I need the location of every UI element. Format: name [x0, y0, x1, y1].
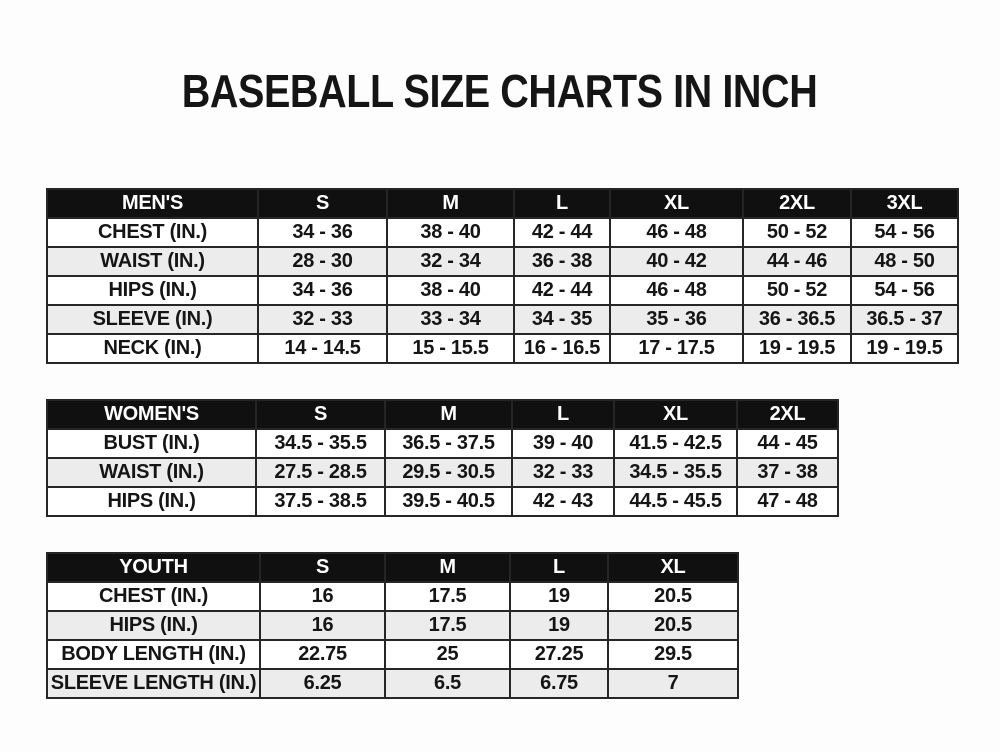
size-column-header: S: [260, 553, 385, 582]
measurement-value-cell: 29.5: [608, 640, 738, 669]
header-row: [47, 553, 738, 582]
mens-size-table: [46, 188, 959, 364]
measurement-value-cell: 46 - 48: [610, 276, 743, 305]
measurement-label-cell: BODY LENGTH (IN.): [47, 640, 260, 669]
measurement-value-cell: 37.5 - 38.5: [256, 487, 385, 516]
measurement-value-cell: 14 - 14.5: [258, 334, 387, 363]
table-row: [47, 487, 838, 516]
measurement-value-cell: 44 - 46: [743, 247, 851, 276]
measurement-value-cell: 6.75: [510, 669, 608, 698]
measurement-value-cell: 32 - 34: [387, 247, 514, 276]
measurement-label-cell: SLEEVE (IN.): [47, 305, 258, 334]
table-row: [47, 582, 738, 611]
size-column-header: 3XL: [851, 189, 958, 218]
size-column-header: 2XL: [743, 189, 851, 218]
size-column-header: L: [514, 189, 610, 218]
measurement-value-cell: 7: [608, 669, 738, 698]
measurement-value-cell: 44.5 - 45.5: [614, 487, 737, 516]
measurement-value-cell: 32 - 33: [258, 305, 387, 334]
table-row: [47, 611, 738, 640]
table-row: [47, 218, 958, 247]
measurement-label-cell: HIPS (IN.): [47, 276, 258, 305]
measurement-value-cell: 35 - 36: [610, 305, 743, 334]
measurement-value-cell: 17.5: [385, 582, 510, 611]
measurement-value-cell: 50 - 52: [743, 218, 851, 247]
size-column-header: M: [385, 400, 512, 429]
measurement-value-cell: 15 - 15.5: [387, 334, 514, 363]
measurement-value-cell: 19 - 19.5: [851, 334, 958, 363]
measurement-value-cell: 20.5: [608, 611, 738, 640]
measurement-value-cell: 34 - 36: [258, 218, 387, 247]
table-row: [47, 334, 958, 363]
measurement-value-cell: 20.5: [608, 582, 738, 611]
measurement-value-cell: 19: [510, 582, 608, 611]
table-row: [47, 305, 958, 334]
table-row: [47, 458, 838, 487]
size-column-header: S: [258, 189, 387, 218]
table-title-cell: YOUTH: [47, 553, 260, 582]
measurement-value-cell: 41.5 - 42.5: [614, 429, 737, 458]
size-column-header: S: [256, 400, 385, 429]
measurement-value-cell: 6.25: [260, 669, 385, 698]
womens-size-table: [46, 399, 839, 517]
measurement-label-cell: CHEST (IN.): [47, 218, 258, 247]
measurement-value-cell: 39.5 - 40.5: [385, 487, 512, 516]
measurement-value-cell: 32 - 33: [512, 458, 614, 487]
measurement-value-cell: 39 - 40: [512, 429, 614, 458]
measurement-value-cell: 16: [260, 582, 385, 611]
page-title-text: BASEBALL SIZE CHARTS IN INCH: [182, 65, 818, 117]
measurement-label-cell: WAIST (IN.): [47, 458, 256, 487]
measurement-value-cell: 29.5 - 30.5: [385, 458, 512, 487]
measurement-value-cell: 17 - 17.5: [610, 334, 743, 363]
youth-size-table: [46, 552, 739, 699]
measurement-label-cell: BUST (IN.): [47, 429, 256, 458]
measurement-value-cell: 54 - 56: [851, 276, 958, 305]
size-column-header: M: [387, 189, 514, 218]
measurement-value-cell: 37 - 38: [737, 458, 838, 487]
measurement-value-cell: 33 - 34: [387, 305, 514, 334]
header-row: [47, 189, 958, 218]
measurement-value-cell: 34.5 - 35.5: [614, 458, 737, 487]
measurement-value-cell: 6.5: [385, 669, 510, 698]
measurement-value-cell: 40 - 42: [610, 247, 743, 276]
measurement-value-cell: 46 - 48: [610, 218, 743, 247]
size-column-header: L: [510, 553, 608, 582]
measurement-value-cell: 38 - 40: [387, 218, 514, 247]
measurement-value-cell: 16: [260, 611, 385, 640]
table-title-cell: WOMEN'S: [47, 400, 256, 429]
measurement-label-cell: SLEEVE LENGTH (IN.): [47, 669, 260, 698]
measurement-label-cell: HIPS (IN.): [47, 611, 260, 640]
measurement-label-cell: NECK (IN.): [47, 334, 258, 363]
measurement-label-cell: WAIST (IN.): [47, 247, 258, 276]
size-column-header: XL: [614, 400, 737, 429]
measurement-value-cell: 27.5 - 28.5: [256, 458, 385, 487]
measurement-value-cell: 36 - 38: [514, 247, 610, 276]
page-title: [0, 64, 1000, 118]
measurement-label-cell: CHEST (IN.): [47, 582, 260, 611]
measurement-value-cell: 17.5: [385, 611, 510, 640]
measurement-value-cell: 42 - 44: [514, 276, 610, 305]
size-column-header: XL: [610, 189, 743, 218]
measurement-value-cell: 36.5 - 37: [851, 305, 958, 334]
size-column-header: L: [512, 400, 614, 429]
table-row: [47, 276, 958, 305]
measurement-value-cell: 42 - 44: [514, 218, 610, 247]
table-row: [47, 640, 738, 669]
header-row: [47, 400, 838, 429]
measurement-value-cell: 34.5 - 35.5: [256, 429, 385, 458]
table-row: [47, 247, 958, 276]
measurement-value-cell: 44 - 45: [737, 429, 838, 458]
measurement-value-cell: 38 - 40: [387, 276, 514, 305]
size-column-header: XL: [608, 553, 738, 582]
table-row: [47, 669, 738, 698]
measurement-value-cell: 36 - 36.5: [743, 305, 851, 334]
measurement-value-cell: 47 - 48: [737, 487, 838, 516]
measurement-value-cell: 27.25: [510, 640, 608, 669]
measurement-value-cell: 16 - 16.5: [514, 334, 610, 363]
measurement-value-cell: 48 - 50: [851, 247, 958, 276]
measurement-value-cell: 34 - 36: [258, 276, 387, 305]
measurement-value-cell: 28 - 30: [258, 247, 387, 276]
table-row: [47, 429, 838, 458]
measurement-value-cell: 50 - 52: [743, 276, 851, 305]
measurement-value-cell: 22.75: [260, 640, 385, 669]
measurement-value-cell: 42 - 43: [512, 487, 614, 516]
table-title-cell: MEN'S: [47, 189, 258, 218]
size-column-header: 2XL: [737, 400, 838, 429]
measurement-value-cell: 34 - 35: [514, 305, 610, 334]
measurement-value-cell: 19 - 19.5: [743, 334, 851, 363]
measurement-label-cell: HIPS (IN.): [47, 487, 256, 516]
measurement-value-cell: 36.5 - 37.5: [385, 429, 512, 458]
measurement-value-cell: 25: [385, 640, 510, 669]
measurement-value-cell: 54 - 56: [851, 218, 958, 247]
measurement-value-cell: 19: [510, 611, 608, 640]
size-column-header: M: [385, 553, 510, 582]
